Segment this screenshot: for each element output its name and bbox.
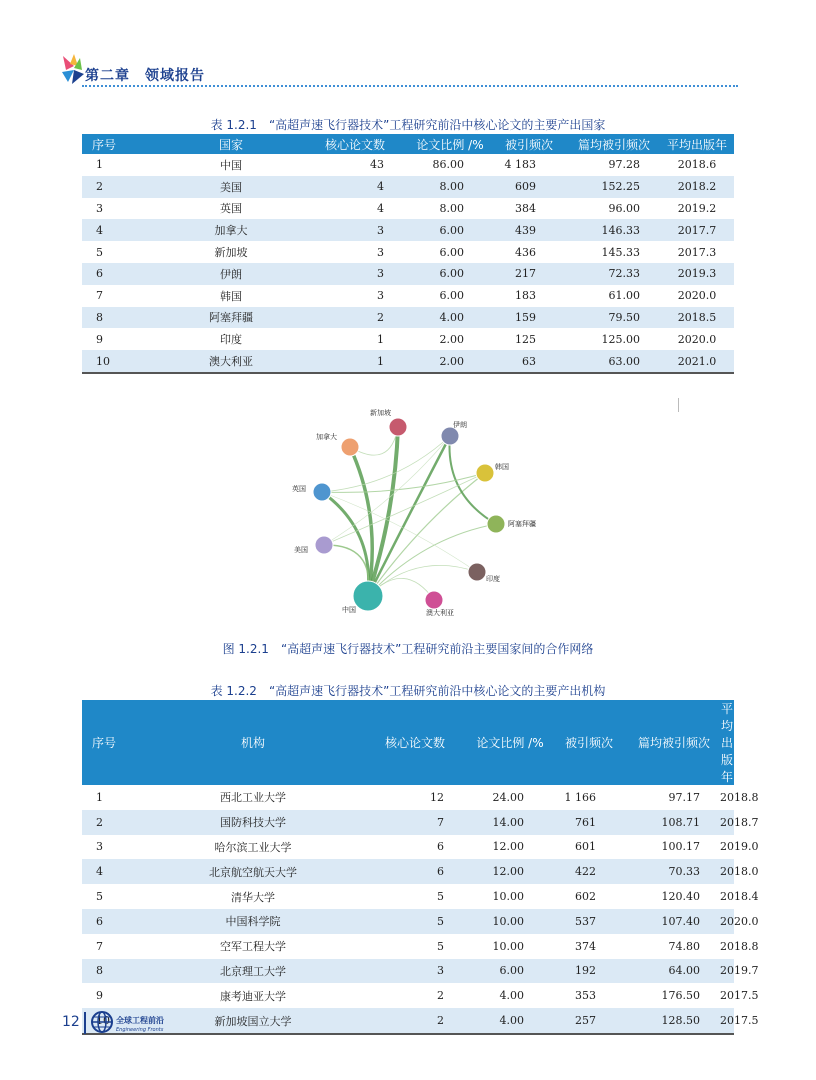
table-cell: 2018.2 [677,180,717,194]
institution-table [82,700,759,1035]
table-cell: 2 [437,989,444,1003]
table-cell: 西北工业大学 [220,791,286,805]
table-cell: 63 [522,354,536,368]
table-cell: 2018.6 [677,158,717,172]
table-cell: 61.00 [608,289,640,303]
table-row [82,154,734,176]
table-cell: 4.00 [499,1014,524,1028]
table-cell: 72.33 [608,267,640,281]
table-cell: 1 166 [564,790,596,804]
table-cell: 183 [515,289,536,303]
table-cell: 2.00 [439,332,464,346]
table-cell: 澳大利亚 [209,355,253,369]
table-cell: 1 [377,354,384,368]
table-cell: 康考迪亚大学 [220,989,286,1003]
network-node [441,427,459,445]
table1-header-row [82,134,734,154]
table2-header-row [82,700,734,785]
table-cell: 3 [377,289,384,303]
table-cell: 152.25 [601,180,640,194]
network-node [425,591,443,609]
table-cell: 空军工程大学 [220,940,286,954]
table-cell: 12.00 [492,840,524,854]
column-header: 被引频次 [504,137,553,152]
network-node [389,418,407,436]
table-cell: 英国 [220,202,242,216]
page-header [60,52,740,92]
table-cell: 4 [377,180,384,194]
column-header: 核心论文数 [324,137,385,152]
table-cell: 3 [377,223,384,237]
network-node-label: 美国 [294,546,308,554]
table-cell: 2017.5 [720,1014,759,1028]
table-row [82,350,734,373]
table-cell: 74.80 [668,939,700,953]
footer-brand: 全球工程前沿 [116,1016,164,1025]
page-footer [60,1008,360,1038]
table-cell: 清华大学 [231,890,275,904]
table-cell: 10.00 [492,914,524,928]
table-cell: 9 [96,989,103,1003]
table-cell: 2018.8 [720,790,759,804]
table-row [82,263,734,285]
table-cell: 3 [437,964,444,978]
table-cell: 2019.3 [677,267,717,281]
table-cell: 7 [96,939,103,953]
table-cell: 10.00 [492,939,524,953]
collaboration-network [280,396,680,626]
column-header: 篇均被引频次 [637,736,710,750]
table-cell: 192 [575,964,596,978]
table-cell: 4 [96,223,103,237]
table-cell: 602 [575,890,596,904]
table-cell: 10.00 [492,890,524,904]
table-cell: 美国 [220,180,242,194]
table-cell: 新加坡国立大学 [214,1014,292,1028]
network-node-label: 澳大利亚 [426,609,454,617]
table-cell: 176.50 [661,989,700,1003]
table-cell: 2017.3 [677,245,717,259]
table-cell: 537 [575,914,596,928]
page-number: 12 [62,1014,80,1030]
table-cell: 中国 [220,158,242,172]
network-node-label: 阿塞拜疆 [508,520,536,528]
table-cell: 2018.4 [720,890,759,904]
column-header: 论文比例 /% [476,736,544,750]
table-cell: 96.00 [608,201,640,215]
table-row [82,328,734,350]
network-node [313,483,331,501]
table-cell: 2 [437,1014,444,1028]
table-cell: 2019.7 [720,964,759,978]
table-cell: 6 [437,840,444,854]
table-cell: 159 [515,310,536,324]
column-header: 序号 [92,736,117,750]
network-node [487,515,505,533]
table-cell: 6.00 [439,289,464,303]
table-cell: 5 [437,890,444,904]
table-cell: 422 [575,865,596,879]
table-cell: 2017.5 [720,989,759,1003]
table-row [82,198,734,220]
table-row [82,810,734,835]
table-cell: 24.00 [492,790,524,804]
column-header: 国家 [218,137,243,152]
table-cell: 14.00 [492,815,524,829]
table1-caption: 表 1.2.1 “高超声速飞行器技术”工程研究前沿中核心论文的主要产出国家 [210,118,606,132]
table-row [82,884,734,909]
table-cell: 3 [96,840,103,854]
table-cell: 2017.7 [677,223,717,237]
table-cell: 新加坡 [214,246,248,260]
table-cell: 哈尔滨工业大学 [214,840,292,854]
table-cell: 北京理工大学 [220,964,286,978]
table-cell: 3 [377,267,384,281]
table-cell: 中国科学院 [225,915,281,929]
table-cell: 601 [575,840,596,854]
table-cell: 2020.0 [677,289,717,303]
network-node [315,536,333,554]
table-cell: 8 [96,310,103,324]
table-cell: 107.40 [661,914,700,928]
table-cell: 2019.2 [677,201,717,215]
table-cell: 1 [377,332,384,346]
column-header: 被引频次 [564,736,613,750]
table-row [82,285,734,307]
table-cell: 加拿大 [214,224,248,238]
table-cell: 6.00 [439,267,464,281]
table-cell: 761 [575,815,596,829]
table-cell: 2021.0 [677,354,717,368]
table-cell: 145.33 [601,245,640,259]
table-cell: 4 [377,201,384,215]
network-node-label: 印度 [486,575,500,583]
table-cell: 5 [437,914,444,928]
table2-caption: 表 1.2.2 “高超声速飞行器技术”工程研究前沿中核心论文的主要产出机构 [210,684,606,698]
table-cell: 2019.0 [720,840,759,854]
table-cell: 43 [370,158,384,172]
table-cell: 国防科技大学 [220,816,286,830]
table-cell: 9 [96,332,103,346]
table-cell: 2 [96,815,103,829]
table-row [82,909,734,934]
table-cell: 5 [96,890,103,904]
table-row [82,241,734,263]
table-cell: 印度 [220,333,242,347]
table-cell: 64.00 [668,964,700,978]
globe-logo-icon [90,1010,114,1034]
table-cell: 70.33 [668,865,700,879]
footer-brand-en: Engineering Fronts [116,1027,164,1033]
table-cell: 257 [575,1014,596,1028]
table-cell: 439 [515,223,536,237]
table-cell: 217 [515,267,536,281]
table-row [82,176,734,198]
table-cell: 125 [515,332,536,346]
network-node-label: 英国 [292,485,306,493]
column-header: 平均出版年 [720,702,733,784]
table-cell: 86.00 [432,158,464,172]
table-cell: 4.00 [499,989,524,1003]
table-cell: 韩国 [220,289,242,303]
table-cell: 8.00 [439,201,464,215]
table-cell: 63.00 [608,354,640,368]
table-row [82,835,734,860]
table-row [82,785,734,810]
column-header: 论文比例 /% [416,137,484,152]
table-cell: 2018.0 [720,865,759,879]
table-cell: 8.00 [439,180,464,194]
table-cell: 6 [96,914,103,928]
table-cell: 120.40 [661,890,700,904]
table-cell: 6.00 [499,964,524,978]
table-cell: 2.00 [439,354,464,368]
table-cell: 384 [515,201,536,215]
table-cell: 2020.0 [677,332,717,346]
table-cell: 5 [96,245,103,259]
column-header: 核心论文数 [384,736,445,750]
column-header: 序号 [92,137,117,152]
network-node [468,563,486,581]
table-cell: 北京航空航天大学 [209,865,297,879]
figure-caption: 图 1.2.1 “高超声速飞行器技术”工程研究前沿主要国家间的合作网络 [222,642,594,656]
table-cell: 伊朗 [220,267,242,281]
table-cell: 2 [377,310,384,324]
table-cell: 97.28 [608,158,640,172]
network-node-label: 中国 [342,606,356,614]
network-node [353,581,383,611]
table-cell: 125.00 [601,332,640,346]
table-row [82,959,734,984]
chapter-title: 第二章 领域报告 [85,68,205,84]
table-cell: 7 [96,289,103,303]
table-cell: 128.50 [661,1014,700,1028]
table-cell: 2018.7 [720,815,759,829]
table-cell: 7 [437,815,444,829]
table-cell: 6 [96,267,103,281]
table-cell: 3 [96,201,103,215]
network-node-label: 加拿大 [316,433,337,441]
network-nodes [292,408,536,617]
table-cell: 146.33 [601,223,640,237]
table-cell: 6.00 [439,223,464,237]
table-row [82,934,734,959]
network-edge [368,436,450,596]
network-edge [368,565,477,596]
table-cell: 2018.8 [720,939,759,953]
table-cell: 374 [575,939,596,953]
table-cell: 10 [96,1014,110,1028]
table-cell: 2018.5 [677,310,717,324]
chapter-logo-icon [60,52,86,88]
table-cell: 4 183 [504,158,536,172]
header-divider [82,85,738,87]
table-cell: 6.00 [439,245,464,259]
network-node-label: 新加坡 [370,409,391,417]
network-node-label: 韩国 [495,463,509,471]
figure-edge-mark [678,398,679,412]
table-row [82,219,734,241]
table-cell: 100.17 [661,840,700,854]
country-table [82,134,734,374]
table-cell: 1 [96,790,103,804]
footer-divider [84,1012,86,1034]
table-cell: 108.71 [661,815,700,829]
table-cell: 8 [96,964,103,978]
column-header: 机构 [240,736,265,750]
column-header: 平均出版年 [666,137,727,152]
table-cell: 436 [515,245,536,259]
column-header: 篇均被引频次 [577,137,650,152]
table-cell: 10 [96,354,110,368]
table-cell: 1 [96,158,103,172]
table-cell: 3 [377,245,384,259]
table-cell: 4 [96,865,103,879]
table-row [82,859,734,884]
table-cell: 4.00 [439,310,464,324]
network-node-label: 伊朗 [453,421,467,429]
table-cell: 12.00 [492,865,524,879]
network-node [476,464,494,482]
table-cell: 阿塞拜疆 [209,311,253,325]
network-node [341,438,359,456]
table-cell: 609 [515,180,536,194]
table-row [82,307,734,329]
table-cell: 97.17 [668,790,700,804]
table-row [82,983,734,1008]
table-cell: 2020.0 [720,914,759,928]
table-cell: 79.50 [608,310,640,324]
table-cell: 5 [437,939,444,953]
table-cell: 6 [437,865,444,879]
table-cell: 353 [575,989,596,1003]
table-cell: 12 [430,790,444,804]
table-cell: 2 [96,180,103,194]
